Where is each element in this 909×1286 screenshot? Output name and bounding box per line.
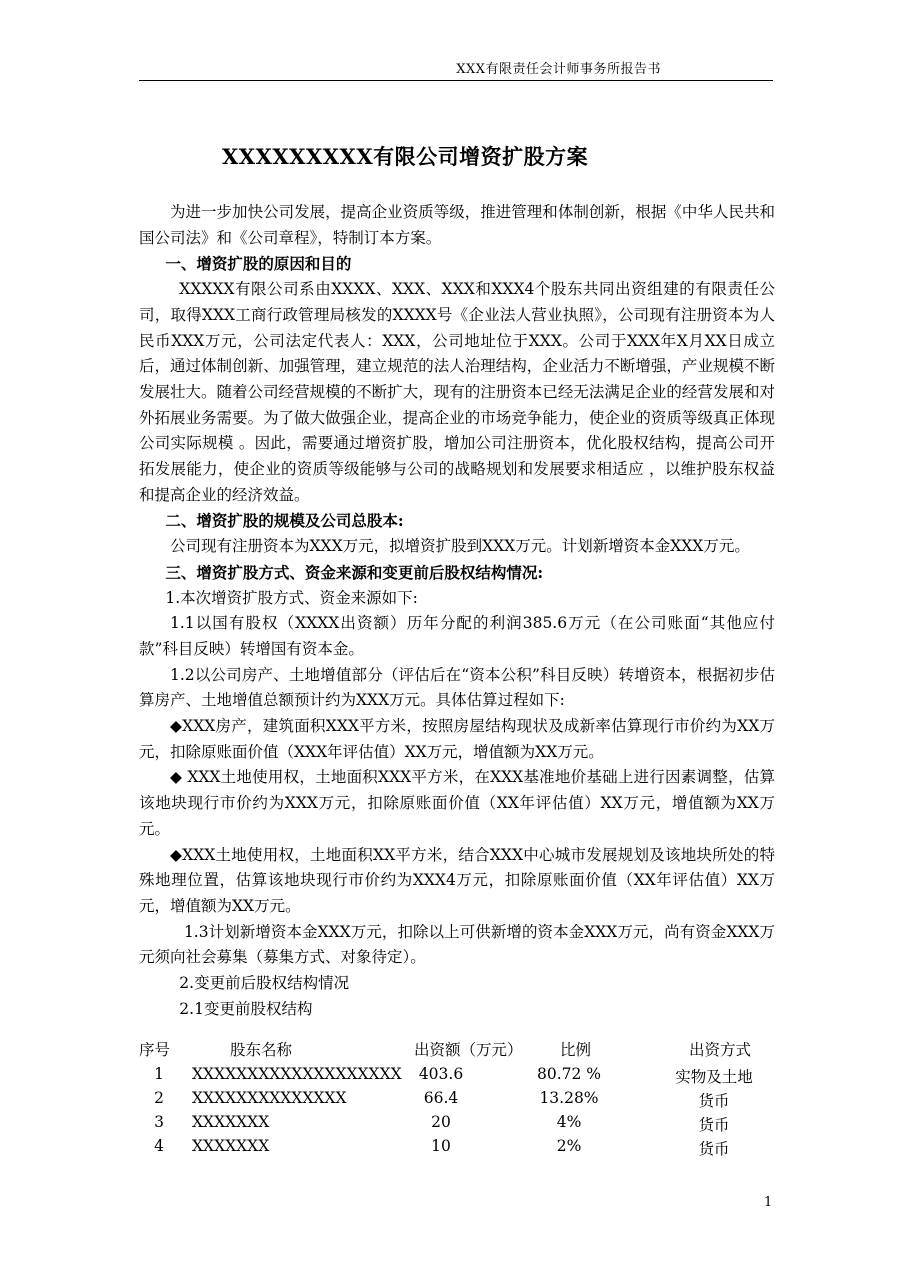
- table-row: [139, 1065, 779, 1089]
- item-1-2: 1.2以公司房产、土地增值部分（评估后在“资本公积”科目反映）转增资本，根据初步估算房产、土地增值总额预计约为XXX万元。具体估算过程如下:: [139, 665, 775, 710]
- page-number: 1: [764, 1195, 773, 1210]
- cell-name: XXXXXXX: [192, 1137, 270, 1155]
- item-1-3: 1.3计划新增资本金XXX万元，扣除以上可供新增的资本金XXX万元，尚有资金XXX万元须向社会募集（募集方式、对象待定）。: [139, 922, 775, 967]
- intro-paragraph: 为进一步加快公司发展，提高企业资质等级，推进管理和体制创新，根据《中华人民共和国公司法》和《公司章程》，特制订本方案。: [139, 203, 775, 247]
- cell-no: 1: [154, 1065, 164, 1083]
- cell-method: 实物及土地: [675, 1068, 753, 1086]
- subsection-2-1: 2.1变更前股权结构: [179, 999, 313, 1018]
- header-ratio: 比例: [560, 1041, 592, 1059]
- document-body: [139, 200, 775, 1023]
- cell-amount: 403.6: [418, 1065, 464, 1083]
- cell-ratio: 80.72 %: [536, 1065, 602, 1083]
- bullet-item-land-2: ◆XXX土地使用权，土地面积XX平方米，结合XXX中心城市发展规划及该地块所处的特殊地理位置，估算该地块现行市价约为XXX4万元，扣除原账面价值（XX年评估值）XX万元，增值额为XX万元。: [139, 845, 775, 915]
- section-heading-1: 一、增资扩股的原因和目的: [165, 254, 352, 274]
- header-name: 股东名称: [230, 1041, 293, 1059]
- table-row: [139, 1137, 779, 1161]
- bullet-item-land-1: ◆ XXX土地使用权，土地面积XXX平方米，在XXX基准地价基础上进行因素调整，估算该地块现行市价约为XXX万元，扣除原账面价值（XX年评估值）XX万元，增值额为XX万元。: [139, 768, 775, 838]
- cell-name: XXXXXXXXXXXXXXXXXXX: [192, 1065, 402, 1083]
- cell-method: 货币: [698, 1140, 730, 1158]
- document-title: XXXXXXXXX有限公司增资扩股方案: [222, 144, 589, 169]
- table-header-row: [139, 1038, 779, 1065]
- cell-method: 货币: [698, 1116, 730, 1134]
- item-1-1: 1.1以国有股权（XXXX出资额）历年分配的利润385.6万元（在公司账面“其他应付款”科目反映）转增国有资本金。: [139, 614, 775, 658]
- cell-ratio: 4%: [556, 1113, 582, 1131]
- cell-amount: 20: [431, 1113, 451, 1131]
- section-2-paragraph: 公司现有注册资本为XXX万元，拟增资扩股到XXX万元。计划新增资本金XXX万元。: [170, 537, 750, 556]
- header-method: 出资方式: [689, 1041, 752, 1059]
- section-heading-3: 三、增资扩股方式、资金来源和变更前后股权结构情况:: [165, 562, 544, 582]
- header-divider: [139, 80, 773, 81]
- subsection-1: 1.本次增资扩股方式、资金来源如下:: [165, 588, 418, 607]
- cell-name: XXXXXXXXXXXXXX: [192, 1089, 347, 1107]
- cell-no: 4: [154, 1137, 164, 1155]
- cell-method: 货币: [698, 1092, 730, 1110]
- section-heading-2: 二、增资扩股的规模及公司总股本:: [165, 511, 404, 531]
- table-row: [139, 1113, 779, 1137]
- cell-amount: 66.4: [423, 1089, 459, 1107]
- subsection-2: 2.变更前后股权结构情况: [179, 974, 350, 993]
- cell-amount: 10: [431, 1137, 451, 1155]
- equity-structure-table: [139, 1038, 779, 1161]
- cell-no: 2: [154, 1089, 164, 1107]
- bullet-item-house: ◆XXX房产，建筑面积XXX平方米，按照房屋结构现状及成新率估算现行市价约为XX万元，扣除原账面价值（XXX年评估值）XX万元，增值额为XX万元。: [139, 717, 775, 761]
- cell-ratio: 2%: [556, 1137, 582, 1155]
- page-header: XXX有限责任会计师事务所报告书: [456, 62, 661, 77]
- header-amount: 出资额（万元）: [414, 1041, 523, 1059]
- table-row: [139, 1089, 779, 1113]
- section-1-paragraph: XXXXX有限公司系由XXXX、XXX、XXX和XXX4个股东共同出资组建的有限责任公司，取得XXX工商行政管理局核发的XXXX号《企业法人营业执照》，公司现有注册资本为人民币XXX万元，公司法定代表人：XXX，公司地址位于XXX。公司于XXX年X月XX日成立后，通过体制创新、加强管理，建立规范的法人治理结构，企业活力不断增强，产业规模不断发展壮大。随着公司经营规模的不断扩大，现有的注册资本已经无法满足企业的经营发展和对外拓展业务需要。为了做大做强企业，提高企业的市场竞争能力，使企业的资质等级真正体现公司实际规模 。因此，需要通过增资扩股，增加公司注册资本，优化股权结构，提高公司开拓发展能力，使企业的资质等级能够与公司的战略规划和发展要求相适应 ，以维护股东权益和提高企业的经济效益。: [139, 280, 775, 504]
- header-no: 序号: [139, 1041, 171, 1059]
- cell-no: 3: [154, 1113, 164, 1131]
- cell-ratio: 13.28%: [539, 1089, 599, 1107]
- cell-name: XXXXXXX: [192, 1113, 270, 1131]
